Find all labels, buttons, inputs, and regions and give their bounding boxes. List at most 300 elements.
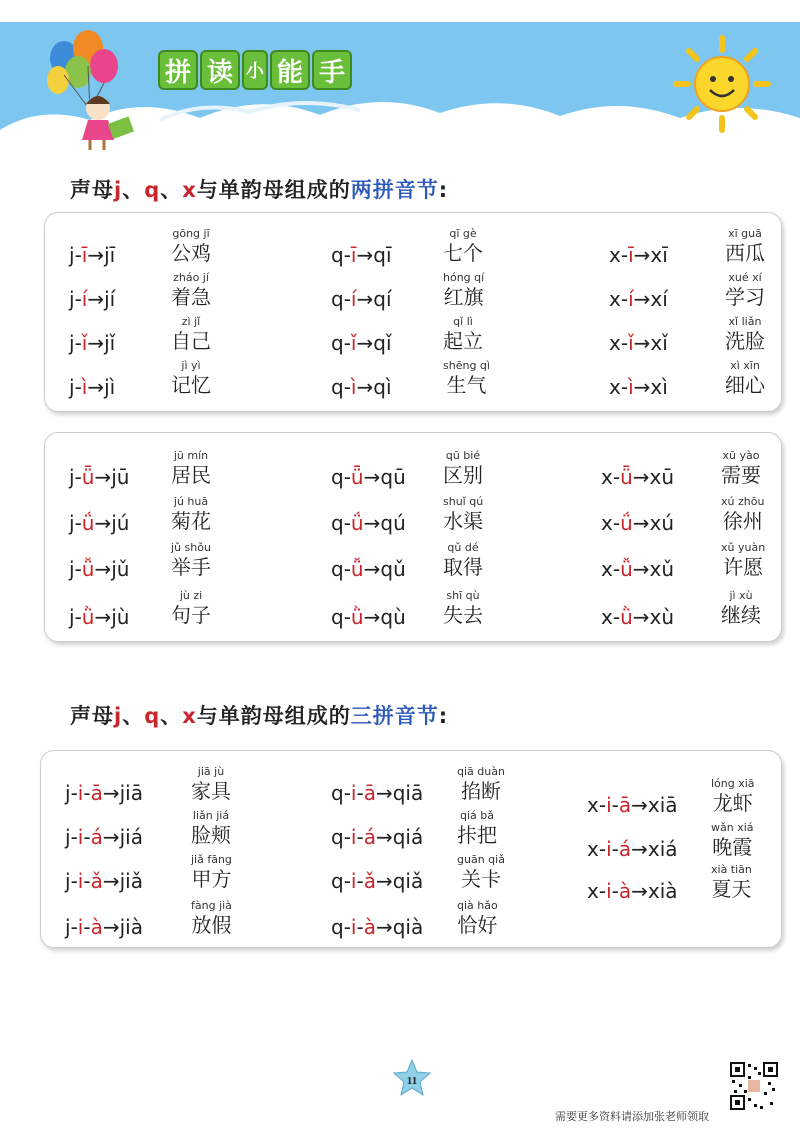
word-hanzi: 自己	[171, 329, 211, 353]
syllable-formula	[609, 287, 668, 311]
syllable-part: qiá	[392, 825, 424, 849]
word-pinyin: xǔ yuàn	[721, 541, 766, 554]
word-hanzi: 居民	[171, 463, 211, 487]
syllable-part: q	[331, 331, 344, 355]
word-hanzi: 句子	[171, 603, 211, 627]
syllable-part: -	[343, 557, 351, 581]
title-char: 手	[312, 50, 352, 90]
syllable-formula	[331, 243, 392, 267]
word-hanzi: 失去	[443, 603, 483, 627]
example-word	[457, 899, 498, 937]
syllable-part: ǚ	[350, 557, 364, 581]
syllable-part: -	[74, 465, 82, 489]
word-pinyin: xǐ liǎn	[728, 315, 762, 328]
syllable-part: ǚ	[81, 557, 95, 581]
syllable-part: ǘ	[81, 511, 95, 535]
syllable-part: ǘ	[350, 511, 364, 535]
syllable-part: -	[612, 557, 621, 581]
syllable-part: -	[611, 837, 619, 861]
syllable-part: j	[69, 511, 75, 535]
word-pinyin: wǎn xiá	[711, 821, 754, 834]
title-char: 读	[200, 50, 240, 90]
syllable-part: -	[74, 605, 82, 629]
syllable-part: qú	[380, 511, 406, 535]
syllable-part: jì	[104, 375, 116, 399]
syllable-part: -	[74, 287, 82, 311]
word-hanzi: 学习	[725, 285, 765, 309]
syllable-formula	[69, 375, 115, 399]
syllable-part: jī	[104, 243, 116, 267]
syllable-formula	[601, 605, 674, 629]
syllable-part: j	[69, 375, 75, 399]
syllable-part: j	[69, 605, 75, 629]
syllable-part: -	[343, 243, 351, 267]
syllable-part: →	[356, 331, 374, 355]
example-word	[711, 863, 752, 901]
syllable-part: -	[356, 915, 364, 939]
word-pinyin: zháo jí	[173, 271, 209, 284]
syllable-part: jià	[119, 915, 143, 939]
syllable-part: i	[77, 915, 84, 939]
example-word	[171, 315, 211, 353]
syllable-part: →	[375, 781, 393, 805]
syllable-formula	[331, 869, 423, 893]
word-pinyin: gōng jī	[172, 227, 210, 240]
word-pinyin: jiǎ fāng	[191, 853, 232, 866]
syllable-part: ǐ	[350, 331, 357, 355]
syllable-formula	[601, 557, 674, 581]
syllable-part: xì	[650, 375, 668, 399]
word-pinyin: qià hǎo	[457, 899, 498, 912]
example-word	[725, 359, 765, 397]
syllable-part: q	[331, 915, 344, 939]
syllable-part: →	[356, 243, 374, 267]
syllable-part: ǘ	[620, 511, 633, 535]
syllable-formula	[609, 243, 668, 267]
syllable-part: q	[331, 465, 344, 489]
word-hanzi: 恰好	[457, 913, 498, 937]
syllable-part: -	[343, 375, 351, 399]
syllable-box-i	[44, 212, 782, 412]
syllable-part: x	[587, 879, 599, 903]
syllable-part: -	[620, 243, 629, 267]
syllable-part: -	[620, 287, 629, 311]
syllable-part: j	[69, 287, 75, 311]
word-pinyin: xū yào	[722, 449, 760, 462]
syllable-part: xǔ	[649, 557, 675, 581]
syllable-formula	[65, 869, 143, 893]
word-hanzi: 生气	[446, 373, 487, 397]
syllable-part: -	[356, 781, 364, 805]
example-word	[721, 541, 765, 579]
syllable-formula	[331, 465, 406, 489]
syllable-part: →	[363, 557, 381, 581]
page-number-star	[392, 1058, 432, 1098]
example-word	[443, 589, 483, 627]
example-word	[443, 449, 483, 487]
word-pinyin: qiā duàn	[457, 765, 505, 778]
syllable-part: i	[350, 915, 357, 939]
page-number: 11	[406, 1075, 418, 1087]
syllable-part: ī	[628, 243, 634, 267]
syllable-formula	[587, 793, 678, 817]
example-word	[171, 495, 211, 533]
syllable-part: -	[620, 375, 629, 399]
word-pinyin: jū mín	[173, 449, 209, 462]
word-hanzi: 脸颊	[191, 823, 231, 847]
example-word	[443, 495, 483, 533]
syllable-part: i	[606, 837, 612, 861]
word-hanzi: 起立	[443, 329, 483, 353]
syllable-part: xiá	[647, 837, 678, 861]
syllable-part: i	[77, 869, 84, 893]
example-word	[191, 765, 231, 803]
footer-note: 需要更多资料请添加张老师领取	[555, 1110, 709, 1123]
syllable-part: à	[618, 879, 632, 903]
syllable-part: -	[83, 915, 91, 939]
syllable-part: -	[343, 825, 351, 849]
syllable-part: -	[343, 331, 351, 355]
syllable-part: →	[632, 557, 650, 581]
syllable-part: à	[363, 915, 376, 939]
example-word	[721, 589, 761, 627]
word-pinyin: fàng jià	[191, 899, 232, 912]
syllable-formula	[609, 375, 668, 399]
example-word	[457, 765, 505, 803]
syllable-part: -	[343, 781, 351, 805]
syllable-part: -	[83, 869, 91, 893]
example-word	[721, 495, 764, 533]
word-pinyin: xué xí	[728, 271, 762, 284]
section-heading-three-letter: 声母j、q、x与单韵母组成的三拼音节:	[70, 704, 449, 728]
syllable-part: q	[331, 605, 344, 629]
example-word	[443, 315, 483, 353]
syllable-part: à	[90, 915, 103, 939]
syllable-part: í	[81, 287, 88, 311]
syllable-part: xù	[649, 605, 675, 629]
syllable-part: ǜ	[81, 605, 95, 629]
syllable-part: j	[65, 869, 71, 893]
syllable-part: →	[633, 243, 651, 267]
example-word	[191, 899, 232, 937]
sun-illustration	[672, 34, 772, 134]
balloon-girl-illustration	[40, 28, 150, 153]
syllable-formula	[331, 331, 392, 355]
word-pinyin: guān qiǎ	[457, 853, 505, 866]
word-pinyin: shī qù	[446, 589, 480, 602]
syllable-part: →	[375, 825, 393, 849]
syllable-part: -	[74, 331, 82, 355]
syllable-part: →	[87, 287, 105, 311]
syllable-formula	[69, 287, 115, 311]
syllable-part: xǐ	[650, 331, 668, 355]
example-word	[725, 271, 765, 309]
syllable-formula	[69, 511, 129, 535]
syllable-part: →	[356, 375, 374, 399]
syllable-part: -	[70, 915, 78, 939]
word-hanzi: 水渠	[443, 509, 484, 533]
syllable-part: ǐ	[81, 331, 88, 355]
syllable-part: -	[74, 511, 82, 535]
syllable-part: →	[631, 837, 648, 861]
syllable-part: →	[87, 331, 105, 355]
syllable-part: xú	[649, 511, 675, 535]
syllable-part: →	[363, 465, 381, 489]
syllable-part: ǎ	[90, 869, 103, 893]
syllable-part: q	[331, 243, 344, 267]
syllable-part: →	[632, 511, 650, 535]
syllable-part: q	[331, 375, 344, 399]
syllable-formula	[331, 915, 423, 939]
syllable-formula	[69, 243, 115, 267]
syllable-part: qī	[373, 243, 392, 267]
syllable-part: -	[343, 869, 351, 893]
syllable-part: q	[331, 825, 344, 849]
word-hanzi: 红旗	[443, 285, 484, 309]
example-word	[725, 227, 765, 265]
syllable-part: q	[331, 287, 344, 311]
word-pinyin: xì xīn	[730, 359, 760, 372]
syllable-part: ǐ	[628, 331, 634, 355]
syllable-part: á	[363, 825, 376, 849]
syllable-part: q	[331, 781, 344, 805]
syllable-part: -	[83, 781, 91, 805]
example-word	[457, 809, 497, 847]
syllable-part: qù	[380, 605, 406, 629]
syllable-formula	[65, 825, 143, 849]
syllable-formula	[587, 879, 678, 903]
example-word	[443, 541, 483, 579]
syllable-part: j	[65, 781, 71, 805]
word-pinyin: xià tiān	[711, 863, 752, 876]
example-word	[191, 853, 232, 891]
example-word	[171, 541, 211, 579]
syllable-part: -	[74, 557, 82, 581]
syllable-part: j	[69, 243, 75, 267]
syllable-formula	[69, 331, 115, 355]
syllable-part: qǐ	[373, 331, 392, 355]
syllable-part: -	[620, 331, 629, 355]
word-hanzi: 西瓜	[725, 241, 765, 265]
syllable-part: ǖ	[81, 465, 95, 489]
syllable-part: -	[611, 793, 619, 817]
syllable-part: i	[350, 869, 357, 893]
title-char: 小	[242, 50, 268, 90]
syllable-part: x	[601, 605, 613, 629]
word-pinyin: liǎn jiá	[192, 809, 230, 822]
syllable-box-ia	[40, 750, 782, 948]
syllable-part: qū	[380, 465, 406, 489]
syllable-part: →	[375, 915, 393, 939]
syllable-part: x	[609, 375, 621, 399]
word-hanzi: 继续	[721, 603, 761, 627]
syllable-formula	[601, 465, 674, 489]
example-word	[171, 227, 211, 265]
word-pinyin: qī gè	[449, 227, 477, 240]
example-word	[171, 271, 211, 309]
syllable-part: qià	[392, 915, 424, 939]
syllable-part: jí	[104, 287, 116, 311]
title-char: 拼	[158, 50, 198, 90]
word-hanzi: 细心	[725, 373, 765, 397]
syllable-formula	[65, 915, 143, 939]
word-hanzi: 七个	[443, 241, 483, 265]
syllable-part: -	[343, 287, 351, 311]
word-pinyin: jǔ shǒu	[171, 541, 211, 554]
word-hanzi: 放假	[191, 913, 232, 937]
syllable-part: j	[65, 825, 71, 849]
title-char: 能	[270, 50, 310, 90]
word-pinyin: lóng xiā	[711, 777, 755, 790]
syllable-part: x	[609, 287, 621, 311]
syllable-part: xí	[650, 287, 668, 311]
syllable-part: jú	[111, 511, 130, 535]
syllable-part: ì	[628, 375, 634, 399]
word-hanzi: 洗脸	[725, 329, 765, 353]
syllable-part: →	[363, 605, 381, 629]
syllable-part: jiā	[119, 781, 143, 805]
syllable-part: ǖ	[620, 465, 633, 489]
syllable-part: →	[356, 287, 374, 311]
example-word	[443, 271, 484, 309]
syllable-part: →	[94, 511, 112, 535]
word-pinyin: shēng qì	[443, 359, 490, 372]
syllable-part: ǚ	[620, 557, 633, 581]
syllable-part: i	[606, 879, 612, 903]
syllable-part: -	[356, 825, 364, 849]
word-hanzi: 公鸡	[171, 241, 211, 265]
syllable-part: x	[609, 243, 621, 267]
syllable-part: →	[102, 781, 120, 805]
syllable-box-u	[44, 432, 782, 642]
word-hanzi: 区别	[443, 463, 483, 487]
syllable-part: -	[598, 793, 607, 817]
syllable-part: q	[331, 869, 344, 893]
syllable-part: →	[631, 793, 648, 817]
syllable-part: -	[612, 605, 621, 629]
syllable-part: ā	[618, 793, 632, 817]
syllable-formula	[587, 837, 678, 861]
syllable-formula	[331, 605, 406, 629]
syllable-part: →	[633, 287, 651, 311]
syllable-part: x	[601, 465, 613, 489]
syllable-part: j	[69, 465, 75, 489]
syllable-part: -	[612, 465, 621, 489]
word-hanzi: 许愿	[723, 555, 764, 579]
syllable-part: qì	[373, 375, 392, 399]
syllable-formula	[65, 781, 143, 805]
syllable-part: x	[601, 557, 613, 581]
syllable-part: →	[87, 375, 105, 399]
word-hanzi: 举手	[171, 555, 211, 579]
syllable-part: qiǎ	[392, 869, 424, 893]
syllable-part: xī	[650, 243, 668, 267]
syllable-part: jǔ	[111, 557, 130, 581]
syllable-part: xiā	[647, 793, 678, 817]
word-hanzi: 徐州	[722, 509, 763, 533]
syllable-part: ī	[81, 243, 88, 267]
word-pinyin: qǔ dé	[447, 541, 479, 554]
syllable-part: -	[74, 243, 82, 267]
syllable-part: →	[632, 605, 650, 629]
word-hanzi: 记忆	[171, 373, 211, 397]
word-pinyin: jì yì	[181, 359, 201, 372]
syllable-formula	[69, 465, 129, 489]
word-pinyin: shuǐ qú	[443, 495, 484, 508]
syllable-part: -	[611, 879, 619, 903]
syllable-part: i	[350, 781, 357, 805]
example-word	[457, 853, 505, 891]
syllable-part: jiǎ	[119, 869, 143, 893]
syllable-part: ì	[350, 375, 357, 399]
syllable-part: ī	[350, 243, 357, 267]
word-pinyin: jì xù	[729, 589, 753, 602]
section-heading-two-letter: 声母j、q、x与单韵母组成的两拼音节:	[70, 178, 449, 202]
syllable-part: x	[587, 793, 599, 817]
syllable-part: j	[69, 557, 75, 581]
syllable-part: í	[350, 287, 357, 311]
example-word	[443, 359, 490, 397]
example-word	[711, 777, 755, 815]
word-pinyin: qǐ lì	[453, 315, 473, 328]
example-word	[711, 821, 754, 859]
syllable-part: ǖ	[350, 465, 364, 489]
syllable-formula	[331, 287, 392, 311]
syllable-part: jǐ	[104, 331, 116, 355]
syllable-part: ā	[363, 781, 376, 805]
syllable-part: →	[632, 465, 650, 489]
word-pinyin: jú huā	[173, 495, 209, 508]
syllable-part: -	[83, 825, 91, 849]
word-hanzi: 需要	[721, 463, 761, 487]
word-hanzi: 甲方	[191, 867, 232, 891]
syllable-part: -	[74, 375, 82, 399]
page-title	[158, 50, 352, 92]
syllable-part: q	[331, 511, 344, 535]
syllable-part: qǔ	[380, 557, 406, 581]
syllable-part: x	[601, 511, 613, 535]
syllable-part: →	[102, 869, 120, 893]
example-word	[191, 809, 231, 847]
syllable-part: i	[77, 825, 84, 849]
syllable-part: →	[633, 375, 651, 399]
word-hanzi: 关卡	[460, 867, 501, 891]
syllable-formula	[331, 825, 423, 849]
syllable-part: →	[363, 511, 381, 535]
syllable-part: ǜ	[620, 605, 633, 629]
example-word	[171, 359, 211, 397]
syllable-part: -	[356, 869, 364, 893]
word-hanzi: 菊花	[171, 509, 211, 533]
syllable-part: qí	[373, 287, 392, 311]
syllable-part: x	[587, 837, 599, 861]
example-word	[171, 589, 211, 627]
syllable-part: →	[102, 915, 120, 939]
example-word	[725, 315, 765, 353]
example-word	[443, 227, 483, 265]
word-pinyin: zì jǐ	[181, 315, 201, 328]
syllable-part: →	[375, 869, 393, 893]
syllable-part: q	[331, 557, 344, 581]
syllable-part: jù	[111, 605, 130, 629]
word-hanzi: 取得	[443, 555, 483, 579]
word-pinyin: jiā jù	[197, 765, 225, 778]
syllable-part: -	[70, 869, 78, 893]
syllable-formula	[69, 557, 129, 581]
syllable-part: á	[618, 837, 632, 861]
syllable-formula	[601, 511, 674, 535]
syllable-part: →	[94, 605, 112, 629]
